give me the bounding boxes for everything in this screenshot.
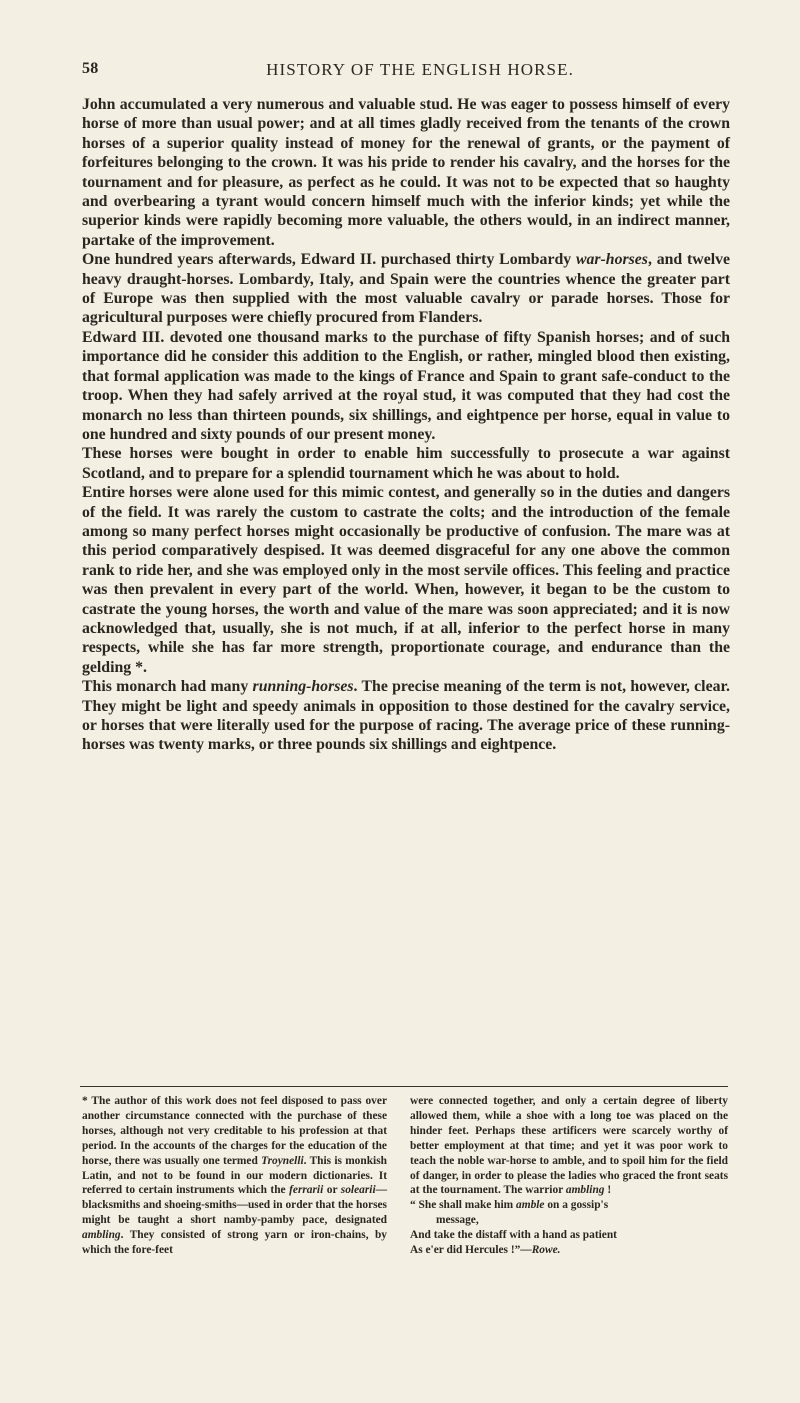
footnote-column-left bbox=[82, 1094, 387, 1258]
footnote-text-right bbox=[410, 1094, 728, 1198]
text-run: One hundred years afterwards, Edward II. purchased thirty Lombardy bbox=[82, 251, 576, 269]
page-header bbox=[82, 60, 730, 82]
text-run: on a gossip's bbox=[544, 1199, 609, 1212]
page-number: 58 bbox=[82, 60, 99, 77]
footnote bbox=[82, 1094, 728, 1384]
italic-term: ambling bbox=[565, 1184, 605, 1197]
paragraph-entire-horses: Entire horses were alone used for this mimic contest, and generally so in the duties and dangers of the field. It was rarely the custom to castrate the colts; and the introduction of the female among so many perfect horses might occasionally be productive of confusion. The mare was at this period comparatively despised. It was deemed disgraceful for any one above the common rank to ride her, and she was employed only in the most servile offices. This feeling and practice was then prevalent in every part of the world. When, however, it began to be the custom to castrate the young horses, the worth and value of the mare was soon appreciated; and it is now acknowledged that, usually, she is not much, if at all, inferior to the perfect horse in many respects, while she has far more strength, proportionate courage, and endurance than the gelding *. bbox=[82, 484, 730, 676]
text-run: This monarch had many bbox=[82, 678, 253, 696]
verse-quotation bbox=[410, 1198, 728, 1258]
italic-term: Troynelli bbox=[261, 1154, 304, 1167]
italic-term: solearii bbox=[340, 1184, 376, 1197]
text-run: —blacksmiths and shoeing-smiths—used in order that the horses might be taught a short namby-pamby pace, designated bbox=[82, 1184, 387, 1227]
italic-term: ferrarii bbox=[289, 1184, 324, 1197]
main-text bbox=[82, 95, 730, 755]
italic-term: running-horses bbox=[252, 678, 354, 696]
text-run: were connected together, and only a certain degree of liberty allowed them, while a shoe with a long toe was placed on the hinder feet. Perhaps these artificers were scarcely worthy of better employment at that time; and yet it was poor work to teach the noble war-horse to amble, and to spoil him for the field of danger, in order to please the ladies who graced the front seats at the tournament. The warrior bbox=[410, 1095, 728, 1197]
text-run: , and twelve heavy draught-horses. Lombardy, Italy, and Spain were the countries whence the greater part of Europe was then supplied with the most valuable cavalry or parade horses. Those for agricultural purposes were chiefly procured from Flanders. bbox=[82, 251, 730, 327]
paragraph-scotland-war: These horses were bought in order to enable him successfully to prosecute a war against Scotland, and to prepare for a splendid tournament which he was about to hold. bbox=[82, 445, 730, 482]
running-title: HISTORY OF THE ENGLISH HORSE. bbox=[266, 60, 574, 79]
italic-term: ambling bbox=[82, 1229, 121, 1242]
verse-line bbox=[410, 1198, 728, 1213]
verse-line: And take the distaff with a hand as patient bbox=[410, 1229, 617, 1242]
verse-line: message, bbox=[436, 1214, 479, 1227]
footnote-divider bbox=[80, 1086, 728, 1087]
text-run: . The precise meaning of the term is not, however, clear. They might be light and speedy animals in opposition to those destined for the cavalry service, or horses that were literally used for the purpose of racing. The average price of these running-horses was twenty marks, or three pounds six shillings and eightpence. bbox=[82, 678, 730, 754]
text-run: * The author of this work does not feel disposed to pass over another circumstance connected with the purchase of these horses, although not very creditable to his profession at that period. In the accounts of the charges for the education of the horse, there was usually one termed bbox=[82, 1095, 387, 1167]
paragraph-john-stud: John accumulated a very numerous and valuable stud. He was eager to possess himself of every horse of more than usual power; and at all times gladly received from the tenants of the crown horses of a superior quality instead of money for the renewal of grants, or the payment of forfeitures belonging to the crown. It was his pride to render his cavalry, and the horses for the tournament and for pleasure, as perfect as he could. It was not to be expected that so haughty and overbearing a tyrant would concern himself much with the inferior kinds; yet while the superior kinds were rapidly becoming more valuable, the others would, in an indirect manner, partake of the improvement. bbox=[82, 96, 730, 249]
paragraph-edward-ii bbox=[82, 250, 730, 328]
paragraph-running-horses bbox=[82, 677, 730, 755]
verse-author: Rowe. bbox=[531, 1244, 561, 1257]
italic-term: amble bbox=[516, 1199, 545, 1212]
paragraph-edward-iii: Edward III. devoted one thousand marks to the purchase of fifty Spanish horses; and of such importance did he consider this addition to the English, or rather, mingled blood then existing, that formal application was made to the kings of France and Spain to grant safe-conduct to the troop. When they had safely arrived at the royal stud, it was computed that they had cost the monarch no less than thirteen pounds, six shillings, and eightpence per horse, equal in value to one hundred and sixty pounds of our present money. bbox=[82, 328, 730, 443]
italic-term: war-horses bbox=[575, 251, 648, 269]
text-run: . They consisted of strong yarn or iron-chains, by which the fore-feet bbox=[82, 1229, 387, 1257]
text-run: As e'er did Hercules !”— bbox=[410, 1244, 532, 1257]
text-run: or bbox=[323, 1184, 341, 1197]
text-run: “ She shall make him bbox=[410, 1199, 517, 1212]
text-run: . This is monkish Latin, and not to be found in our modern dictionaries. It referred to certain instruments which the bbox=[82, 1154, 387, 1197]
footnote-column-right bbox=[410, 1094, 728, 1258]
verse-line bbox=[410, 1243, 728, 1258]
text-run: ! bbox=[604, 1184, 612, 1197]
footnote-text-left bbox=[82, 1094, 387, 1258]
